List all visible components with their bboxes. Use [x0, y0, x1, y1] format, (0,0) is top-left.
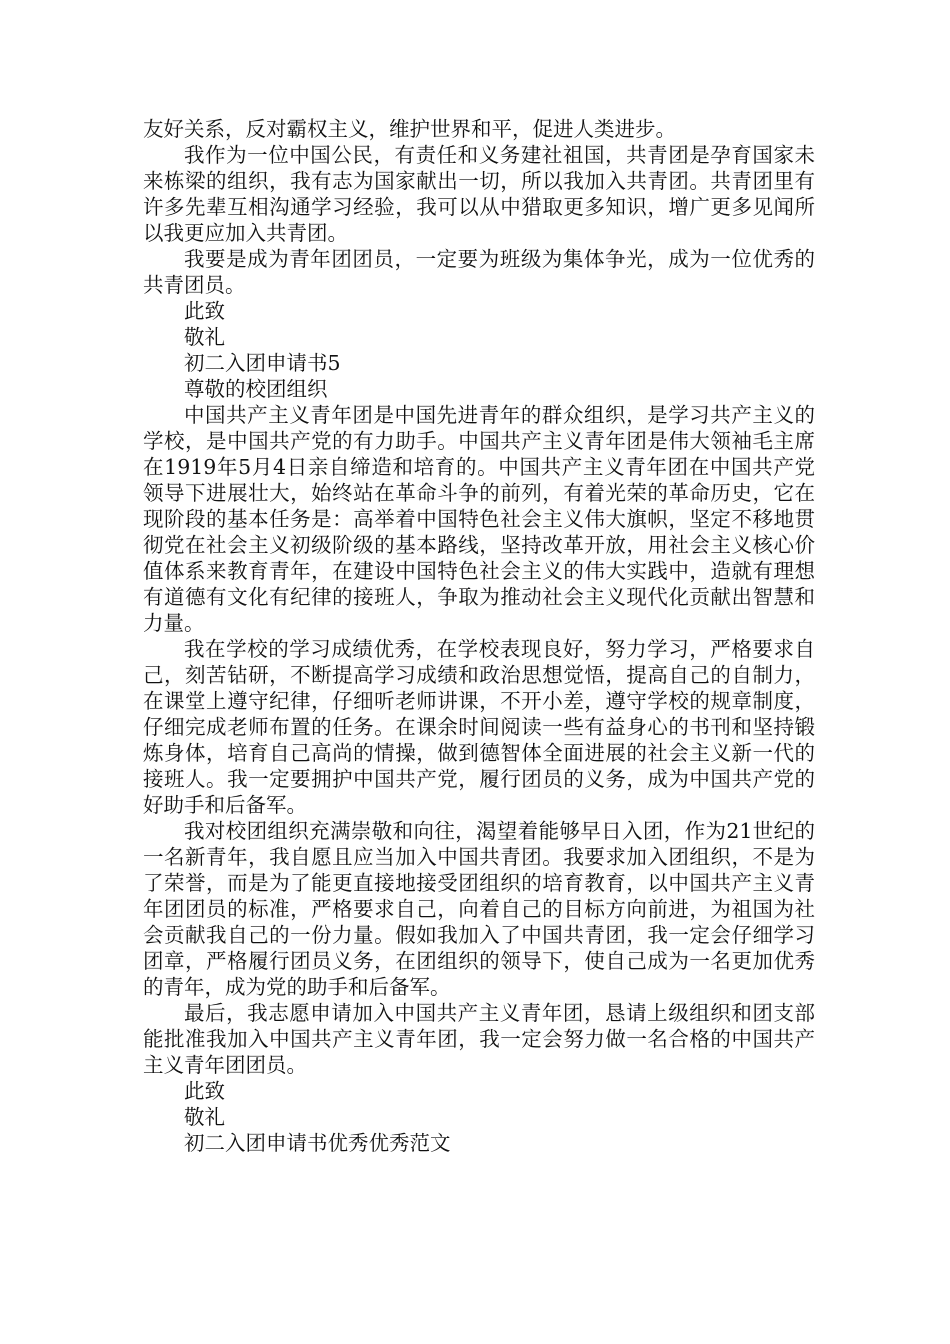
document-body	[143, 116, 815, 1156]
closing-cizhi: 此致	[184, 299, 225, 323]
paragraph-aspiration: 我对校团组织充满崇敬和向往，渴望着能够早日入团，作为21世纪的一名新青年，我自愿且应当加入中国共青团。我要求加入团组织，不是为了荣誉，而是为了能更直接地接受团组织的培育教育，以中国共产主义青年团团员的标准，严格要求自己，向着自己的目标方向前进，为祖国为社会贡献我自己的一份力量。假如我加入了中国共青团，我一定会仔细学习团章，严格履行团员义务，在团组织的领导下，使自己成为一名更加优秀的青年，成为党的助手和后备军。	[143, 819, 815, 999]
salutation: 尊敬的校团组织	[184, 377, 328, 401]
paragraph-intro-continuation: 友好关系，反对霸权主义，维护世界和平，促进人类进步。	[143, 117, 676, 141]
closing-jingli-2: 敬礼	[184, 1105, 225, 1129]
section-title-5: 初二入团申请书5	[184, 351, 341, 375]
closing-jingli: 敬礼	[184, 325, 225, 349]
paragraph-league-intro: 中国共产主义青年团是中国先进青年的群众组织，是学习共产主义的学校，是中国共产党的有力助手。中国共产主义青年团是伟大领袖毛主席在1919年5月4日亲自缔造和培育的。中国共产主义青年团在中国共产党领导下进展壮大，始终站在革命斗争的前列，有着光荣的革命历史，它在现阶段的基本任务是：高举着中国特色社会主义伟大旗帜，坚定不移地贯彻党在社会主义初级阶级的基本路线，坚持改革开放，用社会主义核心价值体系来教育青年，在建设中国特色社会主义的伟大实践中，造就有理想有道德有文化有纪律的接班人，争取为推动社会主义现代化贡献出智慧和力量。	[143, 403, 815, 635]
paragraph-class-honor: 我要是成为青年团团员，一定要为班级为集体争光，成为一位优秀的共青团员。	[143, 247, 815, 297]
section-title-excellent: 初二入团申请书优秀优秀范文	[184, 1131, 451, 1155]
paragraph-citizen-duty: 我作为一位中国公民，有责任和义务建社祖国，共青团是孕育国家未来栋梁的组织，我有志为国家献出一切，所以我加入共青团。共青团里有许多先辈互相沟通学习经验，我可以从中猎取更多知识，增广更多见闻所以我更应加入共青团。	[143, 143, 815, 245]
paragraph-school-performance: 我在学校的学习成绩优秀，在学校表现良好，努力学习，严格要求自己，刻苦钻研，不断提高学习成绩和政治思想觉悟，提高自己的自制力，在课堂上遵守纪律，仔细听老师讲课，不开小差，遵守学校的规章制度，仔细完成老师布置的任务。在课余时间阅读一些有益身心的书刊和坚持锻炼身体，培育自己高尚的情操，做到德智体全面进展的社会主义新一代的接班人。我一定要拥护中国共产党，履行团员的义务，成为中国共产党的好助手和后备军。	[143, 637, 815, 817]
closing-cizhi-2: 此致	[184, 1079, 225, 1103]
paragraph-final-request: 最后，我志愿申请加入中国共产主义青年团，恳请上级组织和团支部能批准我加入中国共产主义青年团，我一定会努力做一名合格的中国共产主义青年团团员。	[143, 1001, 815, 1077]
